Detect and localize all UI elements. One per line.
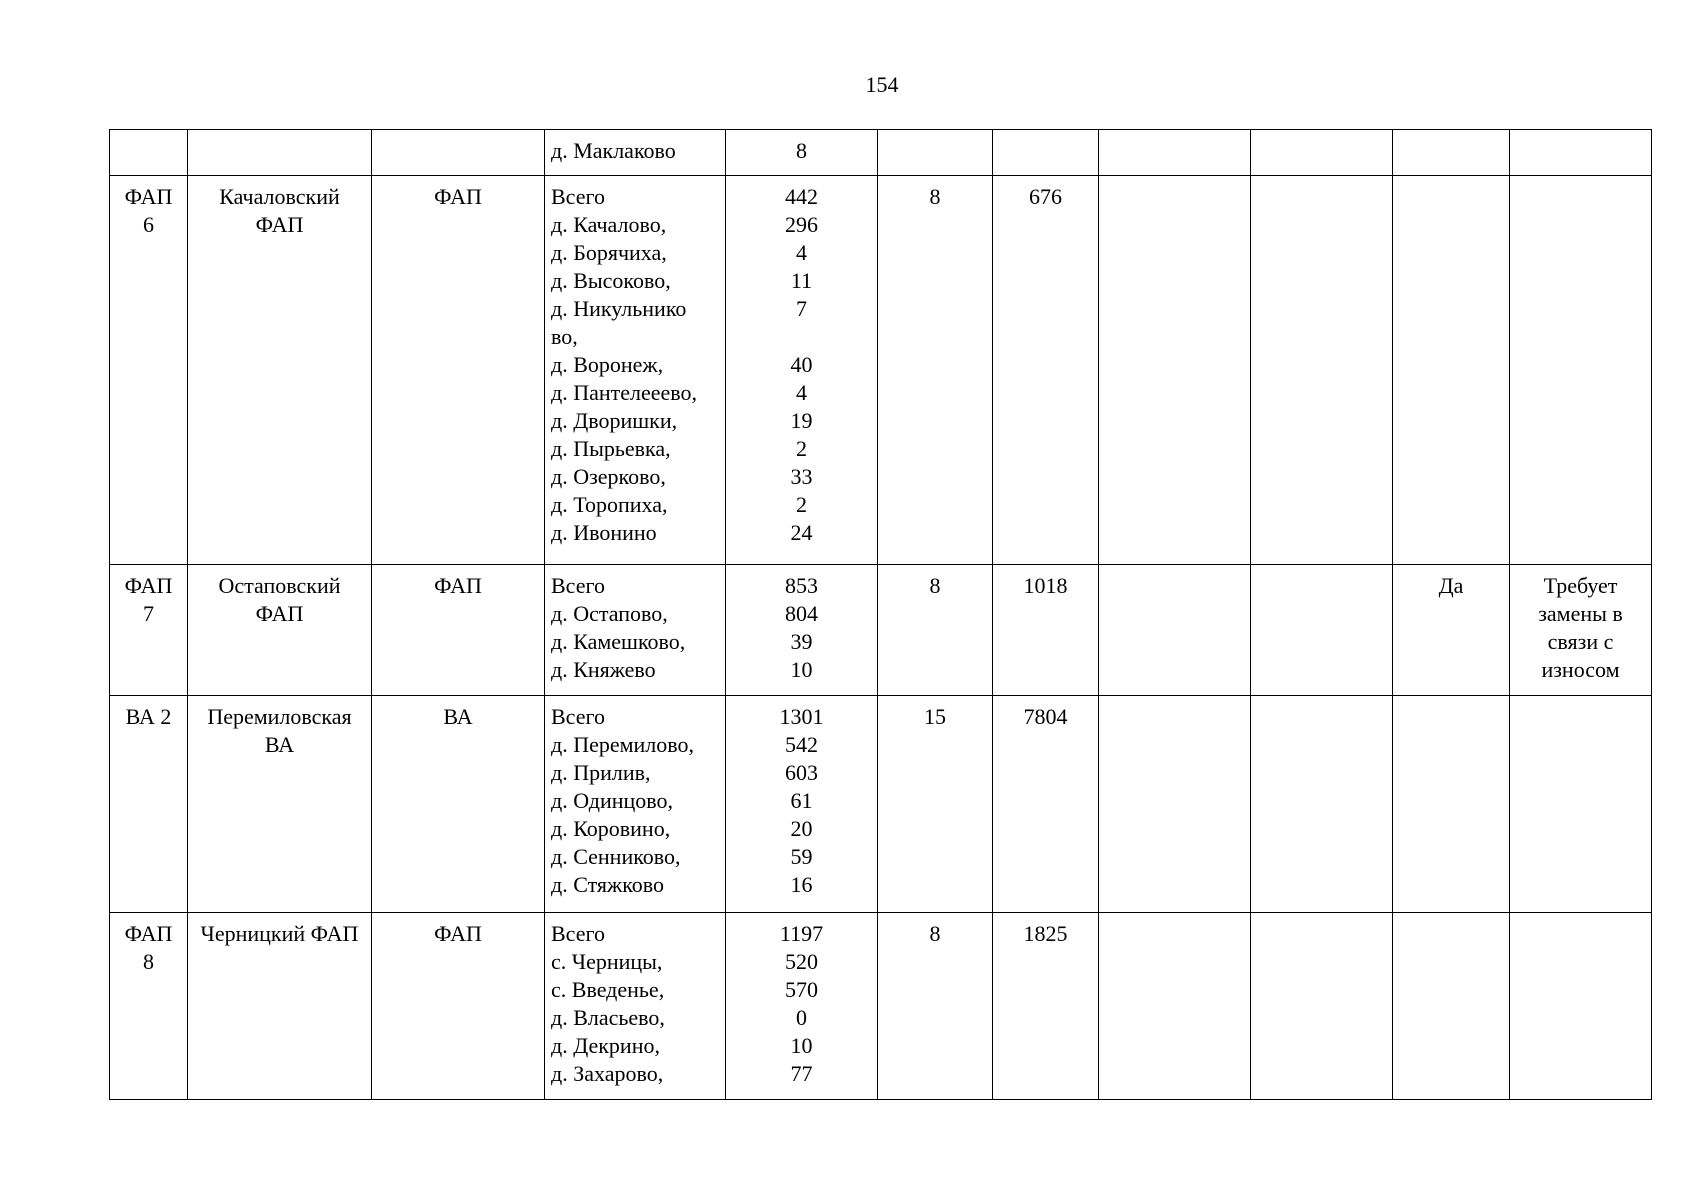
settlements-cell-line: д. Пантелееево, [551, 380, 698, 405]
column-10-cell [1393, 176, 1510, 565]
population-cell-line: 296 [785, 212, 818, 237]
settlements-cell-line: д. Воронеж, [551, 352, 664, 377]
column-6-cell [878, 696, 993, 913]
column-7-cell [993, 130, 1099, 176]
settlements-cell-line: д. Маклаково [551, 138, 676, 163]
population-cell [726, 565, 878, 696]
settlements-cell [545, 565, 726, 696]
population-cell-line: 2 [796, 436, 807, 461]
column-9-cell-text [1257, 920, 1386, 948]
facility-name-cell [188, 696, 372, 913]
population-cell-line: 603 [785, 760, 818, 785]
population-cell-line: 40 [790, 352, 813, 377]
notes-cell-line: износом [1541, 657, 1620, 682]
column-7-cell-text: 1018 [1023, 573, 1068, 598]
facility-name-cell-line: ФАП [255, 212, 304, 237]
settlements-cell-line: д. Княжево [551, 657, 656, 682]
column-7-cell [993, 176, 1099, 565]
settlements-cell-line: с. Введенье, [551, 977, 665, 1002]
column-9-cell [1251, 130, 1393, 176]
facility-name-cell-line: Перемиловская [207, 704, 352, 729]
settlements-cell-line: д. Высоково, [551, 268, 671, 293]
column-6-cell [878, 565, 993, 696]
facility-name-cell-line: Качаловский [219, 184, 340, 209]
facility-type-cell [372, 565, 545, 696]
column-8-cell [1099, 696, 1251, 913]
population-cell-line: 442 [785, 184, 818, 209]
facility-name-cell [188, 565, 372, 696]
facility-code-cell [110, 176, 188, 565]
facility-code-cell [110, 130, 188, 176]
column-7-cell-text: 1825 [1023, 921, 1068, 946]
settlements-cell-line: д. Коровино, [551, 816, 671, 841]
column-10-cell-text [1399, 137, 1503, 165]
column-6-cell [878, 130, 993, 176]
population-cell-line: 4 [796, 380, 807, 405]
population-cell-line: 24 [790, 520, 813, 545]
settlements-cell [545, 176, 726, 565]
facility-name-cell-line: Остаповский [218, 573, 341, 598]
facility-name-cell-line: Черницкий ФАП [200, 921, 359, 946]
population-cell-line: 10 [790, 1033, 813, 1058]
settlements-cell-line: во, [551, 324, 578, 349]
notes-cell-line: связи с [1547, 629, 1614, 654]
settlements-cell-line: д. Озерково, [551, 464, 666, 489]
column-7-cell-text [999, 137, 1092, 165]
column-6-cell [878, 176, 993, 565]
settlements-cell-line: д. Камешково, [551, 629, 686, 654]
population-cell-line: 1197 [779, 921, 824, 946]
settlements-cell-line: д. Перемилово, [551, 732, 695, 757]
population-cell-line: 33 [790, 464, 813, 489]
settlements-cell-line: д. Никульнико [551, 296, 687, 321]
facility-type-cell [372, 913, 545, 1100]
facility-name-cell [188, 176, 372, 565]
facility-code-cell [110, 565, 188, 696]
population-cell-line: 853 [785, 573, 818, 598]
population-cell-line: 804 [785, 601, 818, 626]
column-9-cell [1251, 565, 1393, 696]
notes-cell [1510, 696, 1652, 913]
population-cell-line: 570 [785, 977, 818, 1002]
population-cell-line [732, 323, 871, 351]
column-8-cell-text [1105, 183, 1244, 211]
column-9-cell-text [1257, 183, 1386, 211]
facility-name-cell-line: ВА [264, 732, 295, 757]
column-6-cell [878, 913, 993, 1100]
settlements-cell [545, 913, 726, 1100]
settlements-cell-line: Всего [551, 573, 605, 598]
column-6-cell-text: 8 [929, 921, 941, 946]
column-7-cell-text: 676 [1029, 184, 1062, 209]
population-cell-line: 77 [790, 1061, 813, 1086]
facility-code-cell [110, 913, 188, 1100]
page-number: 154 [865, 72, 899, 97]
settlements-cell-line: д. Сенниково, [551, 844, 681, 869]
population-cell-line: 520 [785, 949, 818, 974]
population-cell [726, 130, 878, 176]
column-6-cell-text: 8 [929, 573, 941, 598]
column-9-cell-text [1257, 703, 1386, 731]
settlements-cell-line: д. Остапово, [551, 601, 668, 626]
column-8-cell-text [1105, 572, 1244, 600]
column-7-cell [993, 696, 1099, 913]
table-row [110, 696, 1652, 913]
column-9-cell [1251, 176, 1393, 565]
settlements-cell-line: с. Черницы, [551, 949, 663, 974]
column-8-cell-text [1105, 920, 1244, 948]
population-cell-line: 4 [796, 240, 807, 265]
table-body [110, 130, 1652, 1100]
facility-type-cell [372, 130, 545, 176]
facility-code-cell-line: ФАП [124, 921, 173, 946]
table-row [110, 565, 1652, 696]
settlements-cell-line: д. Власьево, [551, 1005, 665, 1030]
population-cell-line: 8 [796, 138, 807, 163]
settlements-cell-line: д. Торопиха, [551, 492, 668, 517]
settlements-cell-line: д. Пырьевка, [551, 436, 671, 461]
facility-type-cell [372, 176, 545, 565]
settlements-cell-line: д. Борячиха, [551, 240, 667, 265]
table-row [110, 176, 1652, 565]
facility-code-cell-line: ФАП [124, 184, 173, 209]
column-9-cell [1251, 696, 1393, 913]
settlements-cell-line: д. Качалово, [551, 212, 667, 237]
column-10-cell-text: Да [1438, 573, 1464, 598]
population-cell-line: 11 [790, 268, 813, 293]
settlements-cell-line: д. Дворишки, [551, 408, 678, 433]
column-10-cell [1393, 565, 1510, 696]
settlements-cell-line: д. Декрино, [551, 1033, 660, 1058]
facility-code-cell [110, 696, 188, 913]
settlements-cell-line: Всего [551, 184, 605, 209]
population-cell [726, 913, 878, 1100]
column-6-cell-text [884, 137, 986, 165]
column-7-cell [993, 565, 1099, 696]
population-cell-line: 10 [790, 657, 813, 682]
notes-cell [1510, 130, 1652, 176]
column-10-cell-text [1399, 920, 1503, 948]
column-9-cell-text [1257, 137, 1386, 165]
column-8-cell-text [1105, 137, 1244, 165]
population-cell-line: 39 [790, 629, 813, 654]
settlements-cell-line: д. Ивонино [551, 520, 657, 545]
settlements-cell-line: д. Одинцово, [551, 788, 674, 813]
column-10-cell [1393, 130, 1510, 176]
settlements-cell-line: д. Прилив, [551, 760, 651, 785]
settlements-cell-line: д. Стяжково [551, 872, 665, 897]
column-10-cell [1393, 913, 1510, 1100]
notes-cell [1510, 913, 1652, 1100]
population-cell-line: 1301 [779, 704, 824, 729]
column-7-cell-text: 7804 [1023, 704, 1068, 729]
population-cell [726, 176, 878, 565]
column-9-cell [1251, 913, 1393, 1100]
column-10-cell-text [1399, 183, 1503, 211]
column-8-cell [1099, 565, 1251, 696]
facility-type-cell-text: ФАП [434, 573, 482, 598]
facility-name-cell [188, 913, 372, 1100]
facility-code-cell-line: 8 [143, 949, 154, 974]
population-cell-line: 0 [796, 1005, 807, 1030]
facility-type-cell [372, 696, 545, 913]
facility-name-cell-line: ФАП [255, 601, 304, 626]
population-cell [726, 696, 878, 913]
population-cell-line: 19 [790, 408, 813, 433]
column-8-cell-text [1105, 703, 1244, 731]
facility-code-cell-line: ВА 2 [125, 704, 172, 729]
facility-code-cell-line: 6 [143, 212, 154, 237]
population-cell-line: 20 [790, 816, 813, 841]
column-6-cell-text: 8 [929, 184, 941, 209]
settlements-cell [545, 696, 726, 913]
population-cell-line: 7 [796, 296, 807, 321]
facility-table [109, 129, 1652, 1100]
population-cell-line: 16 [790, 872, 813, 897]
settlements-cell-line: д. Захарово, [551, 1061, 664, 1086]
population-cell-line: 2 [796, 492, 807, 517]
settlements-cell-line: Всего [551, 704, 605, 729]
table-row [110, 913, 1652, 1100]
facility-type-cell-text: ФАП [434, 921, 482, 946]
settlements-cell-line: Всего [551, 921, 605, 946]
column-8-cell [1099, 130, 1251, 176]
column-10-cell-text [1399, 703, 1503, 731]
population-cell-line: 59 [790, 844, 813, 869]
notes-cell [1510, 176, 1652, 565]
facility-name-cell [188, 130, 372, 176]
column-8-cell [1099, 913, 1251, 1100]
settlements-cell [545, 130, 726, 176]
table-row [110, 130, 1652, 176]
notes-cell-line: замены в [1538, 601, 1623, 626]
facility-type-cell-text: ФАП [434, 184, 482, 209]
column-8-cell [1099, 176, 1251, 565]
column-6-cell-text: 15 [924, 704, 946, 729]
notes-cell [1510, 565, 1652, 696]
population-cell-line: 61 [790, 788, 813, 813]
population-cell-line: 542 [785, 732, 818, 757]
facility-type-cell-text [378, 137, 538, 165]
facility-code-cell-line: ФАП [124, 573, 173, 598]
notes-cell-line: Требует [1543, 573, 1618, 598]
facility-code-cell-line: 7 [143, 601, 154, 626]
facility-type-cell-text: ВА [443, 704, 473, 729]
column-10-cell [1393, 696, 1510, 913]
column-9-cell-text [1257, 572, 1386, 600]
column-7-cell [993, 913, 1099, 1100]
